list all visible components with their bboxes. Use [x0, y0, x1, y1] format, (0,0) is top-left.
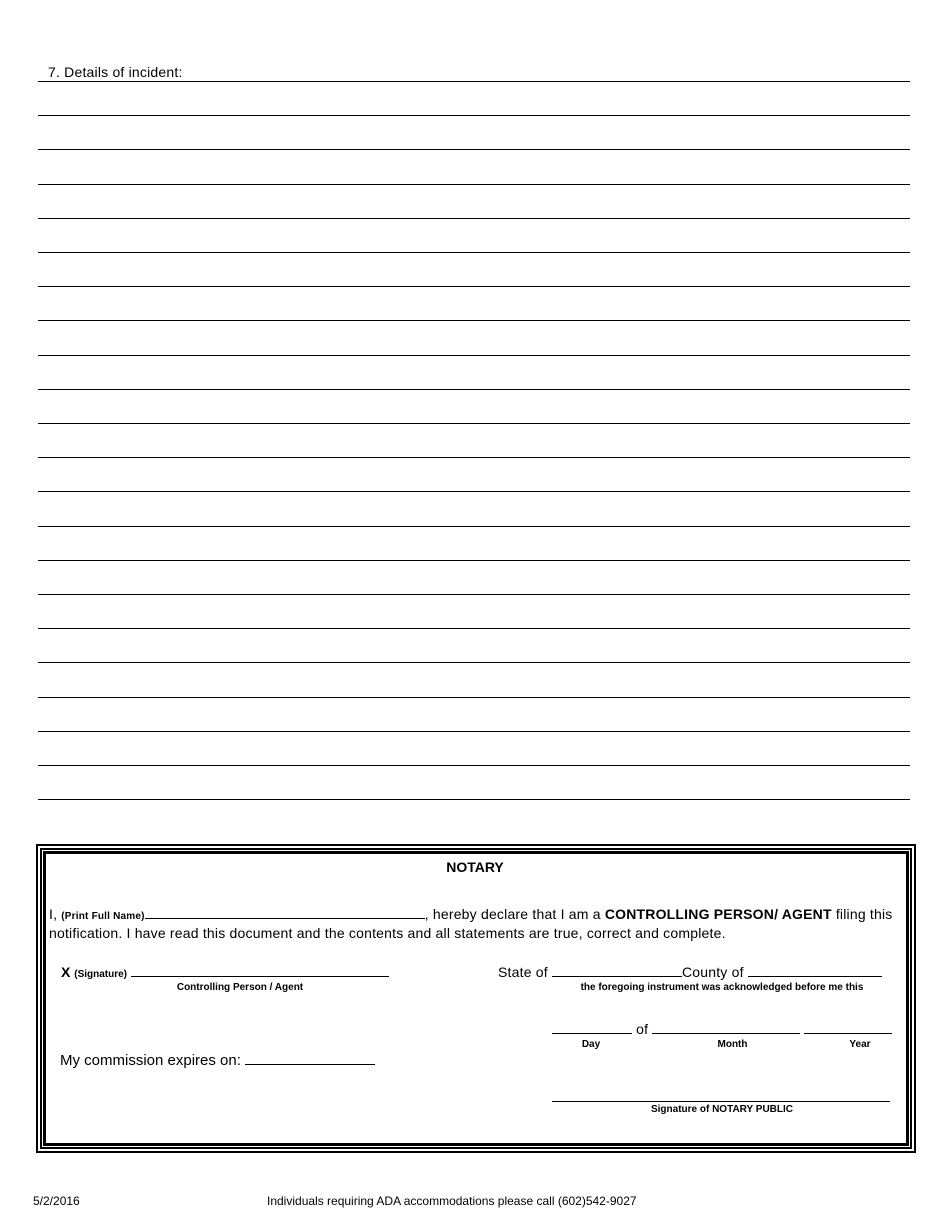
incident-detail-line[interactable] [38, 218, 910, 219]
incident-detail-line[interactable] [38, 628, 910, 629]
date-row [552, 1021, 892, 1037]
incident-detail-line[interactable] [38, 799, 910, 800]
incident-detail-line[interactable] [38, 149, 910, 150]
print-name-field[interactable] [145, 906, 425, 919]
year-field[interactable] [804, 1021, 892, 1034]
state-field[interactable] [552, 964, 682, 977]
notary-signature-label: Signature of NOTARY PUBLIC [650, 1104, 794, 1115]
declaration-line-1 [49, 906, 893, 922]
footer-ada-text: Individuals requiring ADA accommodations please call (602)542-9027 [267, 1194, 637, 1208]
incident-detail-line[interactable] [38, 765, 910, 766]
acknowledged-text: the foregoing instrument was acknowledged before me this [580, 982, 864, 993]
declaration-line-2: notification. I have read this document and the contents and all statements are true, correct and complete. [49, 925, 726, 941]
incident-detail-line[interactable] [38, 662, 910, 663]
of-label: of [636, 1021, 649, 1037]
print-name-label: (Print Full Name) [61, 911, 145, 922]
year-label: Year [849, 1039, 871, 1050]
signature-row [61, 964, 389, 980]
incident-detail-line[interactable] [38, 594, 910, 595]
commission-label: My commission expires on: [60, 1052, 241, 1069]
incident-detail-line[interactable] [38, 286, 910, 287]
incident-detail-line[interactable] [38, 526, 910, 527]
incident-detail-line[interactable] [38, 457, 910, 458]
commission-row [60, 1052, 375, 1069]
incident-detail-line[interactable] [38, 697, 910, 698]
notary-heading: NOTARY [446, 859, 504, 875]
notary-signature-field[interactable] [552, 1100, 890, 1102]
section-7-title: 7. Details of incident: [48, 64, 183, 80]
day-field[interactable] [552, 1021, 632, 1034]
signature-field[interactable] [131, 964, 389, 977]
i-prefix: I, [49, 906, 58, 922]
state-county-row [498, 964, 882, 980]
county-field[interactable] [748, 964, 882, 977]
incident-detail-line[interactable] [38, 184, 910, 185]
incident-detail-line[interactable] [38, 731, 910, 732]
day-label: Day [581, 1039, 601, 1050]
month-field[interactable] [652, 1021, 800, 1034]
incident-detail-line[interactable] [38, 389, 910, 390]
incident-detail-line[interactable] [38, 320, 910, 321]
incident-detail-line[interactable] [38, 560, 910, 561]
x-mark: X [61, 964, 71, 980]
footer-date: 5/2/2016 [33, 1194, 80, 1208]
incident-detail-line[interactable] [38, 115, 910, 116]
incident-detail-line[interactable] [38, 355, 910, 356]
incident-detail-line[interactable] [38, 491, 910, 492]
signature-label: (Signature) [74, 969, 128, 980]
controlling-person-label: Controlling Person / Agent [176, 982, 304, 993]
role-bold: CONTROLLING PERSON/ AGENT [604, 906, 832, 922]
declare-end: filing this [835, 906, 893, 922]
month-label: Month [717, 1039, 748, 1050]
state-label: State of [498, 964, 548, 980]
incident-detail-line[interactable] [38, 252, 910, 253]
incident-detail-line[interactable] [38, 423, 910, 424]
commission-field[interactable] [245, 1052, 375, 1065]
incident-detail-line[interactable] [38, 81, 910, 82]
declare-text: , hereby declare that I am a [424, 906, 601, 922]
county-label: County of [681, 964, 744, 980]
